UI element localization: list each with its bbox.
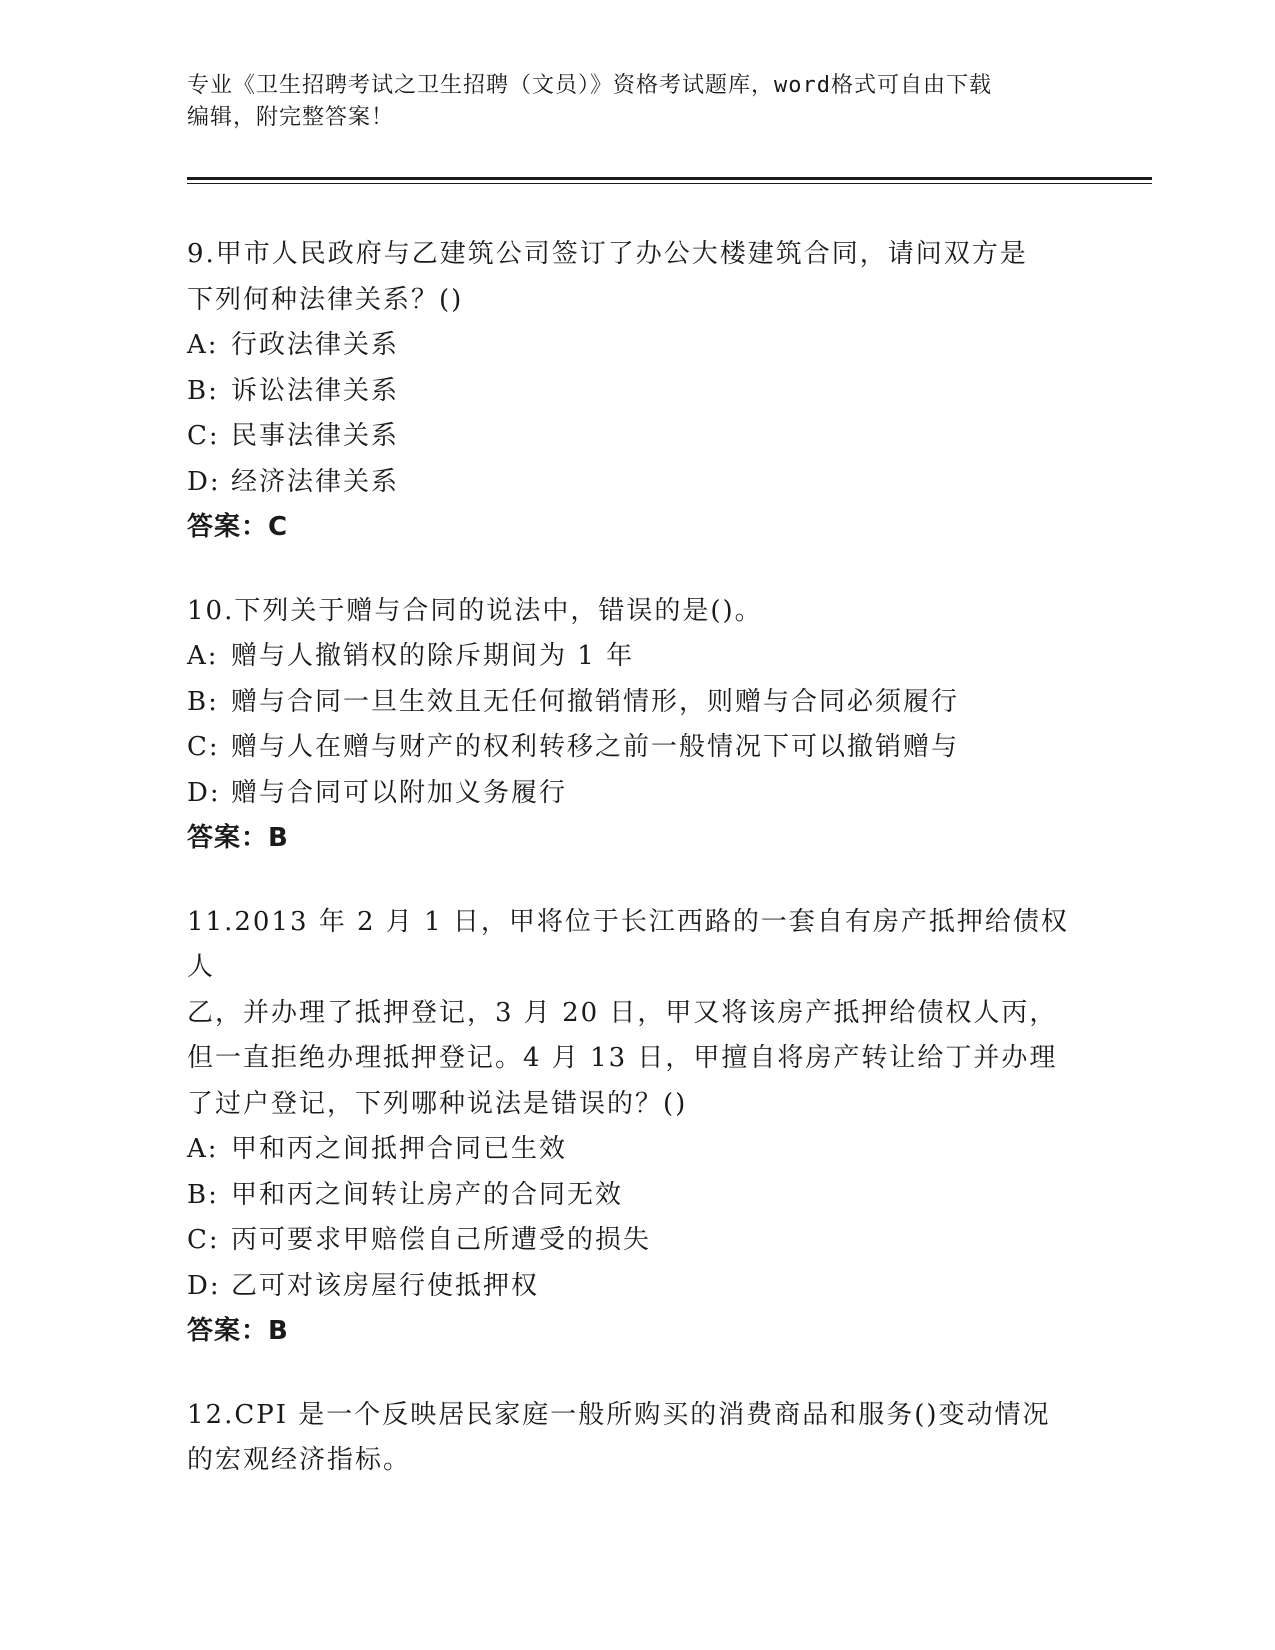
answer-option [187, 1127, 1087, 1173]
answer-option [187, 1264, 1087, 1310]
question-block [187, 232, 1087, 551]
option-letter: C: [187, 732, 220, 762]
option-letter: B: [187, 686, 219, 717]
question-stem-line: 的宏观经济指标。 [187, 1445, 412, 1475]
option-letter: C: [187, 1225, 220, 1255]
answer-option [187, 680, 1087, 726]
question-block [187, 589, 1087, 862]
option-letter: D: [187, 1270, 221, 1301]
answer-key: 答案：B [187, 823, 289, 853]
answer-key: 答案：C [187, 512, 289, 542]
option-letter: A: [187, 641, 219, 671]
option-text: 乙可对该房屋行使抵押权 [231, 1270, 540, 1301]
header-line-2: 编辑，附完整答案！ [187, 105, 395, 130]
answer-option [187, 634, 1087, 680]
question-block [187, 1393, 1087, 1484]
option-text: 赠与人在赠与财产的权利转移之前一般情况下可以撤销赠与 [231, 732, 960, 762]
question-stem-line: 12.CPI 是一个反映居民家庭一般所购买的消费商品和服务()变动情况 [187, 1399, 1051, 1430]
question-stem-line: 了过户登记，下列哪种说法是错误的？() [187, 1088, 688, 1119]
document-header [187, 70, 1107, 134]
option-text: 丙可要求甲赔偿自己所遭受的损失 [231, 1225, 652, 1255]
option-text: 民事法律关系 [231, 421, 400, 451]
header-rule-thin [187, 183, 1152, 184]
option-text: 赠与合同一旦生效且无任何撤销情形，则赠与合同必须履行 [231, 686, 960, 717]
answer-option [187, 323, 1087, 369]
option-text: 赠与合同可以附加义务履行 [231, 777, 568, 808]
option-letter: A: [187, 1134, 219, 1164]
question-stem-line: 10.下列关于赠与合同的说法中，错误的是()。 [187, 595, 763, 626]
option-letter: B: [187, 375, 219, 406]
header-rule-thick [187, 177, 1152, 180]
answer-option [187, 414, 1087, 460]
answer-key: 答案：B [187, 1316, 289, 1346]
question-stem-line: 但一直拒绝办理抵押登记。4 月 13 日，甲擅自将房产转让给丁并办理 [187, 1043, 1058, 1073]
answer-option [187, 771, 1087, 817]
answer-option [187, 460, 1087, 506]
question-block [187, 900, 1087, 1355]
option-text: 赠与人撤销权的除斥期间为 1 年 [231, 641, 635, 671]
header-line-1: 专业《卫生招聘考试之卫生招聘（文员）》资格考试题库，word格式可自由下载 [187, 73, 992, 98]
option-letter: D: [187, 777, 221, 808]
option-text: 行政法律关系 [231, 330, 400, 360]
answer-option [187, 369, 1087, 415]
question-stem-line: 11.2013 年 2 月 1 日，甲将位于长江西路的一套自有房产抵押给债权人 [187, 906, 1069, 982]
option-letter: D: [187, 466, 221, 497]
document-page [187, 0, 1147, 1650]
option-letter: B: [187, 1179, 219, 1210]
option-text: 诉讼法律关系 [231, 375, 400, 406]
option-text: 经济法律关系 [231, 466, 400, 497]
answer-option [187, 725, 1087, 771]
answer-option [187, 1218, 1087, 1264]
option-letter: A: [187, 330, 219, 360]
question-stem-line: 乙，并办理了抵押登记，3 月 20 日，甲又将该房产抵押给债权人丙， [187, 997, 1058, 1028]
question-list [187, 232, 1087, 1522]
option-text: 甲和丙之间转让房产的合同无效 [231, 1179, 624, 1210]
question-stem-line: 下列何种法律关系？() [187, 284, 464, 315]
question-stem-line: 9.甲市人民政府与乙建筑公司签订了办公大楼建筑合同，请问双方是 [187, 239, 1028, 269]
option-text: 甲和丙之间抵押合同已生效 [231, 1134, 568, 1164]
answer-option [187, 1173, 1087, 1219]
option-letter: C: [187, 421, 220, 451]
